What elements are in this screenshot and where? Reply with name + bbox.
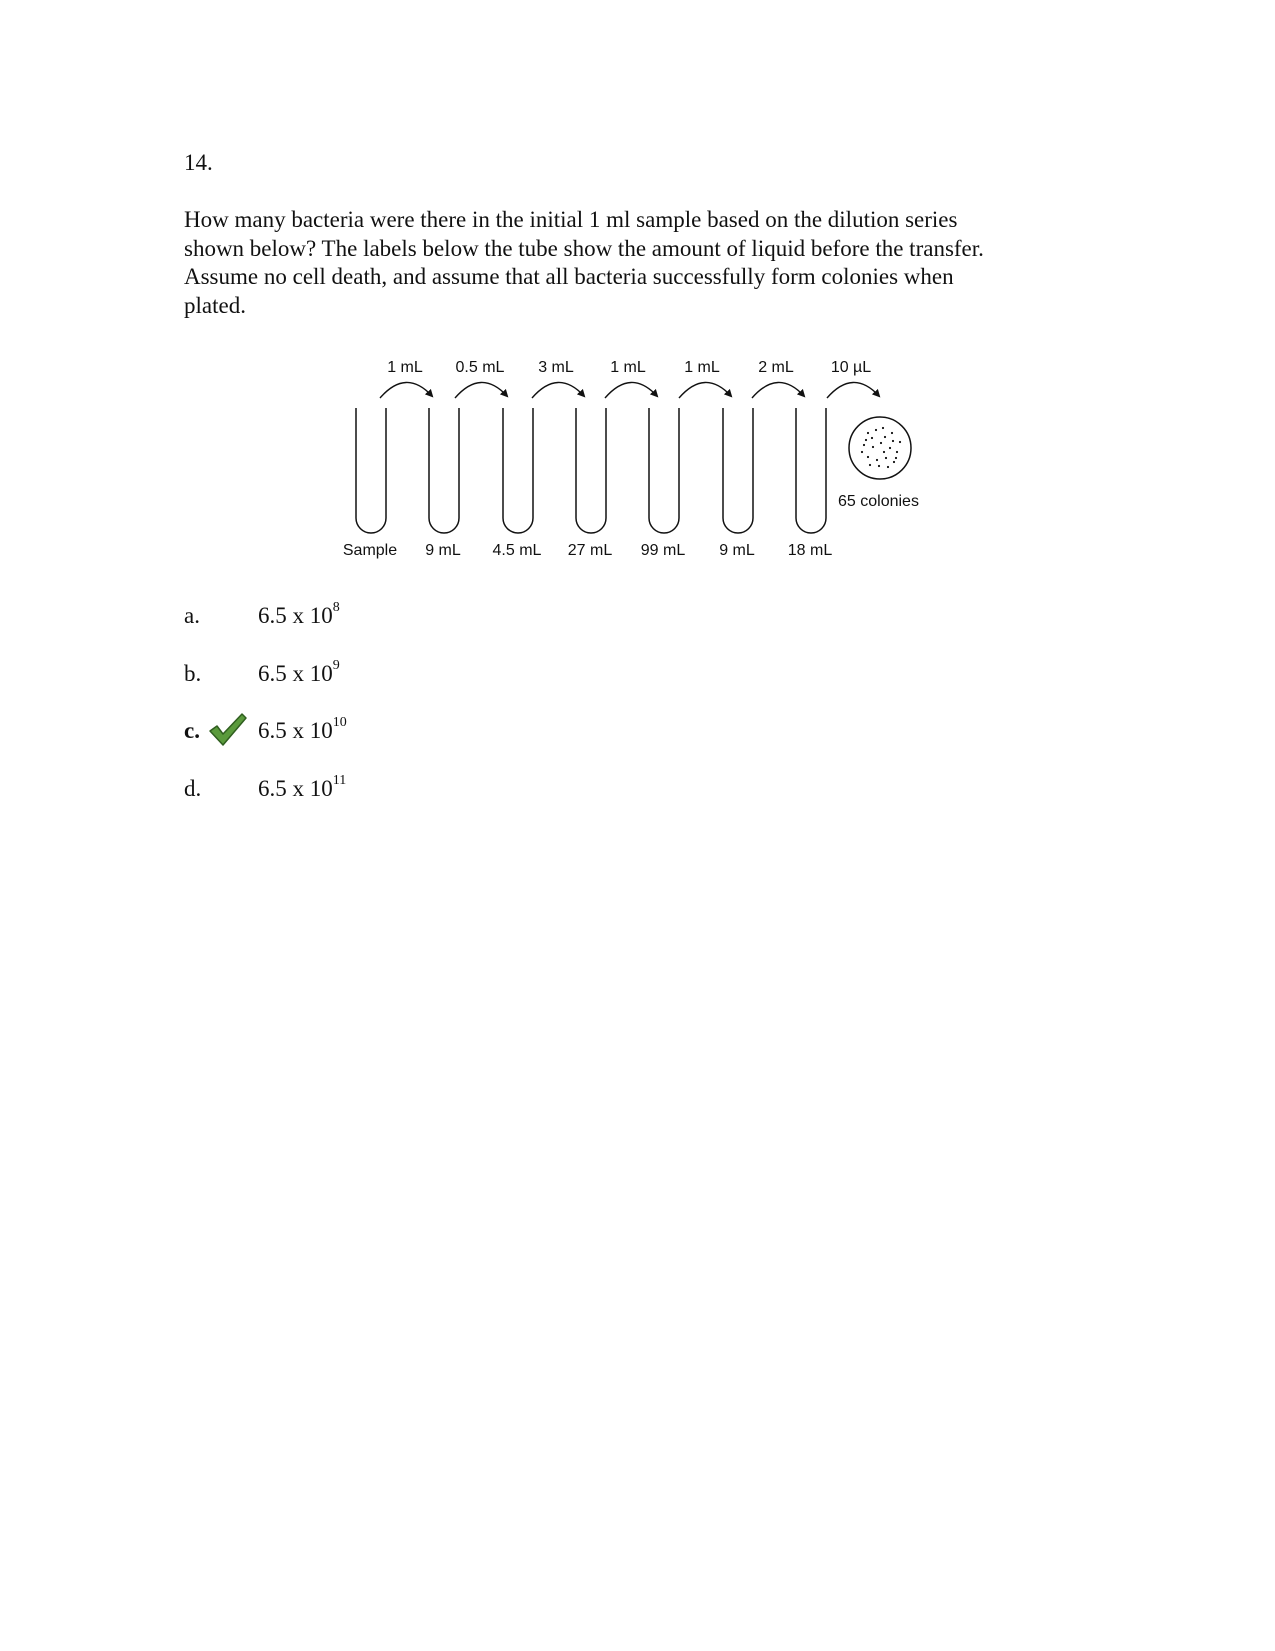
colony-dot xyxy=(882,427,884,429)
tube-volume-label: 9 mL xyxy=(719,542,755,559)
dilution-series-diagram xyxy=(0,0,1275,560)
colony-dot xyxy=(872,446,874,448)
option-value: 6.5 x $10^{10}$ xyxy=(258,715,347,743)
transfer-arrow xyxy=(827,382,879,398)
tube-volume-label: 27 mL xyxy=(567,542,613,559)
petri-dish xyxy=(849,417,911,479)
transfer-volume-label: 10 µL xyxy=(830,359,872,376)
question-line: shown below? The labels below the tube show the amount of liquid before the transfer. xyxy=(184,235,984,261)
colony-dot xyxy=(893,461,895,463)
colony-dot xyxy=(867,456,869,458)
colony-dot xyxy=(869,464,871,466)
transfer-arrow xyxy=(679,382,731,398)
colony-dot xyxy=(892,440,894,442)
question-number: 14. xyxy=(184,150,213,175)
transfer-volume-label: 1 mL xyxy=(387,359,423,376)
question-line: plated. xyxy=(184,292,246,318)
colony-dot xyxy=(863,444,865,446)
transfer-arrow xyxy=(532,382,584,398)
transfer-arrow xyxy=(380,382,432,398)
colony-dot xyxy=(885,457,887,459)
transfer-volume-label: 2 mL xyxy=(758,359,794,376)
test-tube xyxy=(796,408,826,533)
transfer-volume-label: 0.5 mL xyxy=(455,359,505,376)
colony-dot xyxy=(895,457,897,459)
colony-dot xyxy=(883,451,885,453)
question-line: Assume no cell death, and assume that all bacteria successfully form colonies when xyxy=(184,264,954,289)
transfer-volume-label: 3 mL xyxy=(538,359,574,376)
transfer-volume-label: 1 mL xyxy=(610,359,646,376)
tube-volume-label: 9 mL xyxy=(425,542,461,559)
tube-volume-label: Sample xyxy=(342,542,398,559)
colony-dot xyxy=(896,451,898,453)
petri-plate xyxy=(838,417,919,510)
colony-dot xyxy=(865,439,867,441)
test-tube xyxy=(356,408,386,533)
option-letter: a. xyxy=(184,603,200,628)
option-value: 6.5 x $10^8$ xyxy=(258,600,340,628)
tube-volume-label: 4.5 mL xyxy=(492,542,542,559)
test-tube xyxy=(723,408,753,533)
transfer-arrow xyxy=(455,382,507,398)
colony-dot xyxy=(891,432,893,434)
option-letter: c. xyxy=(184,718,200,743)
option-letter: b. xyxy=(184,661,202,686)
colony-dot xyxy=(887,466,889,468)
option-value: 6.5 x $10^9$ xyxy=(258,658,340,686)
colony-dot xyxy=(884,436,886,438)
test-tube xyxy=(576,408,606,533)
tube-volume-label: 18 mL xyxy=(787,542,833,559)
question-line: How many bacteria were there in the initial 1 ml sample based on the dilution series xyxy=(184,207,958,232)
colony-dot xyxy=(878,465,880,467)
option-letter: d. xyxy=(184,776,202,801)
colony-dot xyxy=(880,442,882,444)
colony-dot xyxy=(875,429,877,431)
test-tube xyxy=(503,408,533,533)
transfer-arrow xyxy=(605,382,657,398)
checkmark-icon xyxy=(208,712,248,748)
colony-dot xyxy=(861,451,863,453)
transfer-volume-label: 1 mL xyxy=(684,359,720,376)
colony-dot xyxy=(876,459,878,461)
transfer-arrow xyxy=(752,382,804,398)
colony-dot xyxy=(867,432,869,434)
tube-volume-label: 99 mL xyxy=(640,542,686,559)
colony-dots xyxy=(861,427,901,468)
test-tube xyxy=(429,408,459,533)
colony-dot xyxy=(889,447,891,449)
test-tube xyxy=(649,408,679,533)
plate-label: 65 colonies xyxy=(838,493,919,510)
colony-dot xyxy=(871,437,873,439)
colony-dot xyxy=(899,441,901,443)
option-value: 6.5 x $10^{11}$ xyxy=(258,773,347,801)
